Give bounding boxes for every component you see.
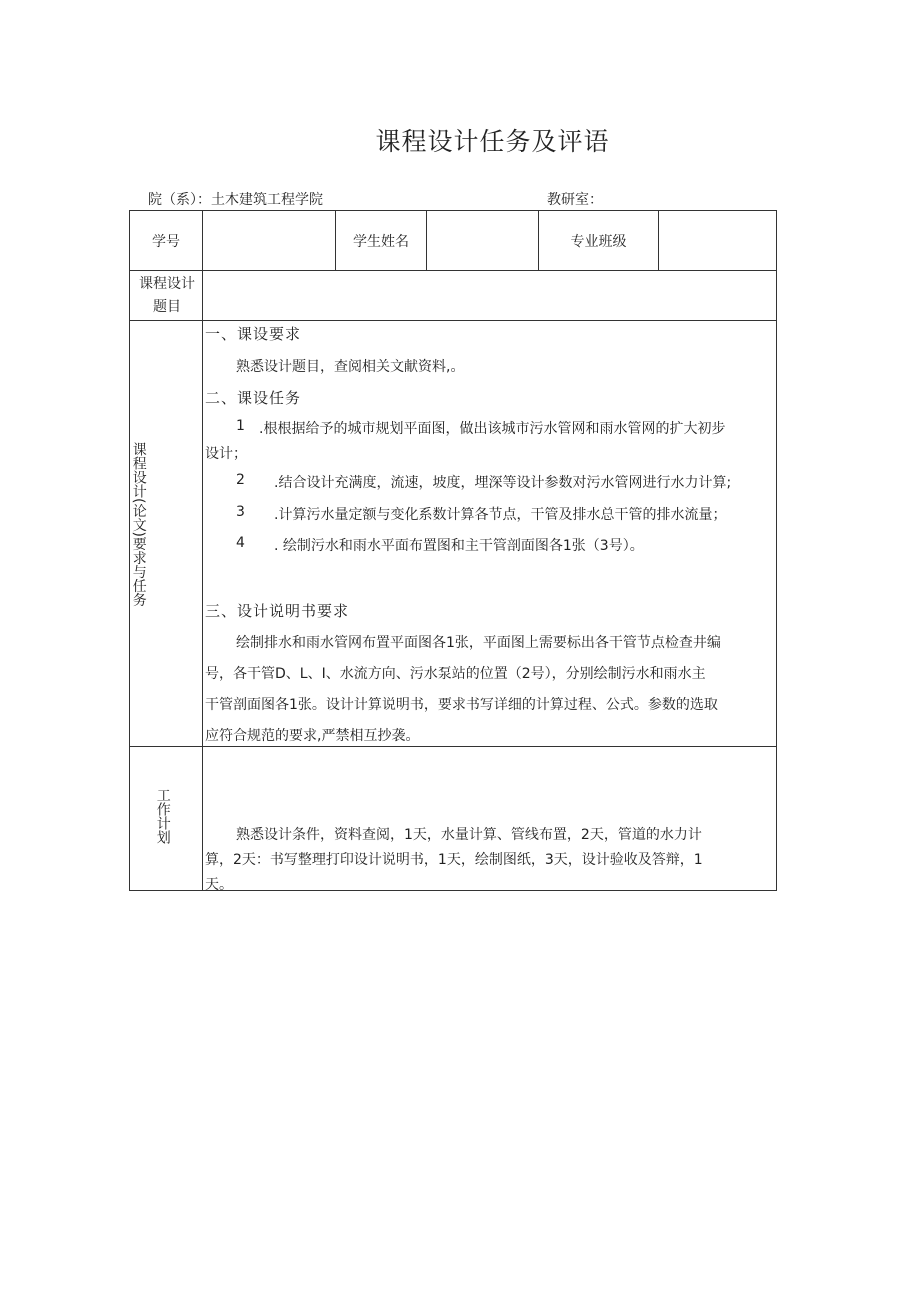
- task2-number: 2: [236, 472, 245, 488]
- student-id-field[interactable]: [203, 211, 335, 270]
- requirements-label: 课程设计(论文)要求与任务: [130, 442, 147, 607]
- plan-line2: 算，2天：书写整理打印设计说明书，1天，绘制图纸，3天，设计验收及答辩，1: [205, 852, 703, 868]
- plan-label: 工作计划: [154, 788, 171, 844]
- task4-number: 4: [236, 535, 245, 551]
- task3-text: .计算污水量定额与变化系数计算各节点，干管及排水总干管的排水流量；: [274, 507, 727, 523]
- office-label: 教研室：: [547, 192, 603, 208]
- task-form-table: [129, 210, 777, 891]
- section1-title: 一、课设要求: [205, 325, 302, 343]
- plan-line3: 天。: [205, 877, 233, 893]
- task4-text: . 绘制污水和雨水平面布置图和主干管剖面图各1张（3号）。: [274, 538, 644, 554]
- department-label: 院（系）：土木建筑工程学院: [148, 192, 323, 208]
- section1-text: 熟悉设计题目，查阅相关文献资料,。: [236, 359, 465, 375]
- student-name-field[interactable]: [427, 211, 538, 270]
- table-border-row3: [129, 746, 777, 747]
- section2-title: 二、课设任务: [205, 389, 302, 407]
- student-name-label: 学生姓名: [353, 233, 409, 250]
- task1-number: 1: [236, 418, 245, 434]
- topic-field[interactable]: [203, 271, 776, 320]
- section3-line2: 号，各干管D、L、I、水流方向、污水泵站的位置（2号），分别绘制污水和雨水主: [205, 666, 706, 682]
- task1-line2: 设计；: [205, 446, 247, 462]
- class-label: 专业班级: [570, 233, 627, 250]
- section3-title: 三、设计说明书要求: [205, 602, 350, 620]
- table-border-right: [776, 210, 777, 891]
- topic-label: 课程设计题目: [139, 276, 195, 315]
- section3-line1: 绘制排水和雨水管网布置平面图各1张，平面图上需要标出各干管节点检查井编: [236, 635, 721, 651]
- plan-line1: 熟悉设计条件，资料查阅，1天，水量计算、管线布置，2天，管道的水力计: [236, 827, 702, 843]
- table-border-left: [129, 210, 130, 891]
- task1-line1: .根根据给予的城市规划平面图，做出该城市污水管网和雨水管网的扩大初步: [259, 421, 726, 437]
- task3-number: 3: [236, 504, 245, 520]
- task2-text: .结合设计充满度，流速，坡度，埋深等设计参数对污水管网进行水力计算;: [274, 475, 732, 491]
- section3-line4: 应符合规范的要求,严禁相互抄袭。: [205, 728, 420, 744]
- table-border-row2: [129, 320, 777, 321]
- class-field[interactable]: [659, 211, 776, 270]
- page-title: 课程设计任务及评语: [375, 127, 610, 156]
- section3-line3: 干管剖面图各1张。设计计算说明书，要求书写详细的计算过程、公式。参数的选取: [205, 697, 718, 713]
- student-id-label: 学号: [152, 233, 180, 250]
